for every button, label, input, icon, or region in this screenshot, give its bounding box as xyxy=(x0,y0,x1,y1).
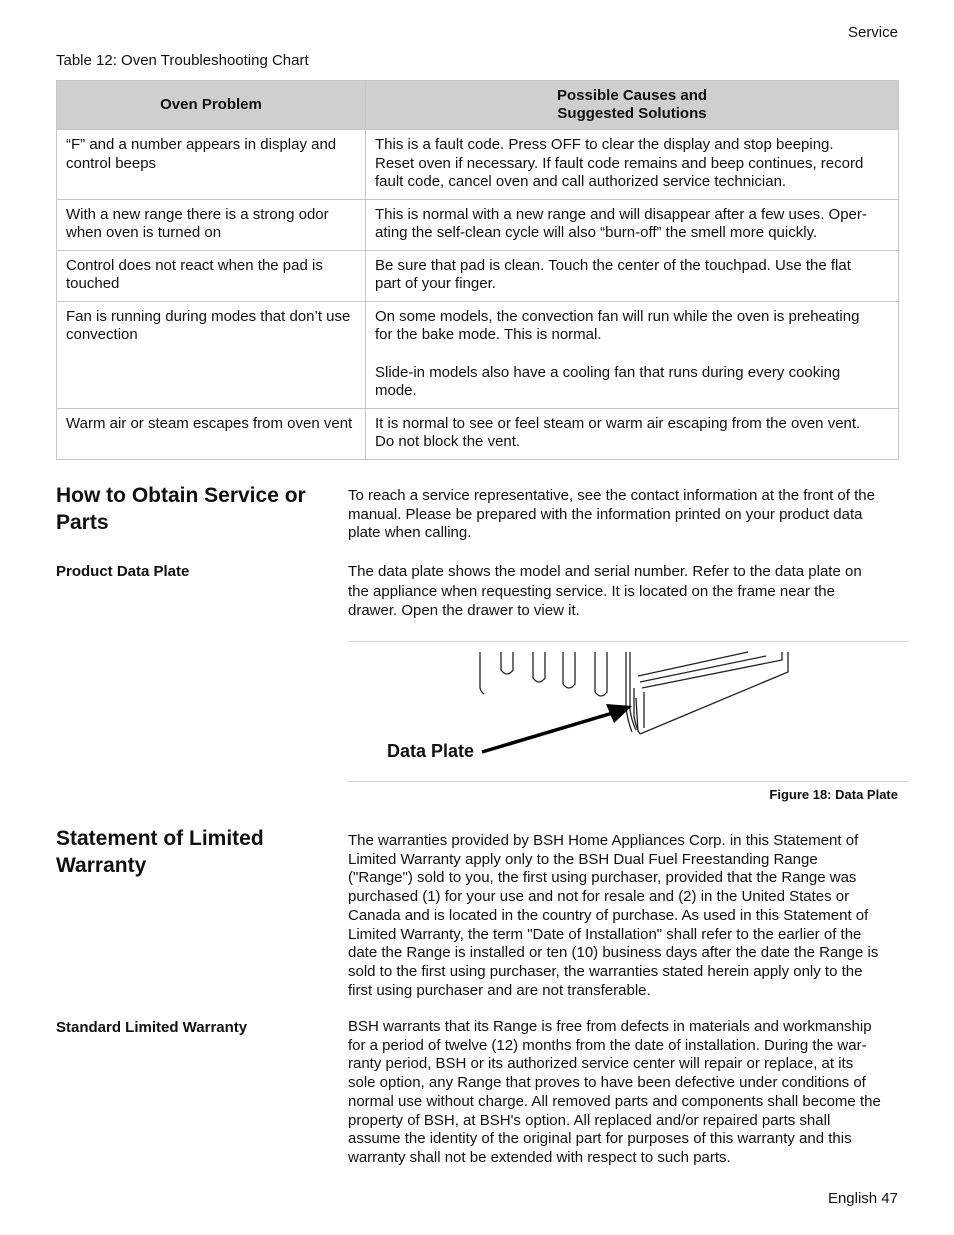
table-row xyxy=(57,199,899,250)
pointer-arrow-shaft xyxy=(482,712,616,752)
drawer-edge xyxy=(640,652,788,734)
text-line: property of BSH, at BSH's option. All replaced and/or repaired parts shall xyxy=(348,1111,831,1129)
service-heading-line: Parts xyxy=(56,511,109,534)
solution-cell xyxy=(366,301,899,408)
warranty-heading xyxy=(56,825,331,879)
header-section-label: Service xyxy=(847,24,898,41)
frame-edge xyxy=(630,652,636,730)
solution-line: for the bake mode. This is normal. xyxy=(375,326,602,343)
text-line: drawer. Open the drawer to view it. xyxy=(348,602,580,619)
drawer-edge xyxy=(640,656,766,682)
paragraph-gap xyxy=(375,345,889,364)
solution-line: Be sure that pad is clean. Touch the center of the touchpad. Use the flat xyxy=(375,256,851,274)
service-intro-paragraph xyxy=(348,487,900,543)
header-causes-solutions xyxy=(366,81,899,130)
vent-slot xyxy=(533,652,545,682)
text-line: ("Range") sold to you, the first using purchaser, provided that the Range was xyxy=(348,869,857,887)
header-solutions-line: Suggested Solutions xyxy=(557,105,707,122)
warranty-intro-paragraph xyxy=(348,832,900,1000)
text-line: the appliance when requesting service. It is located on the frame near the xyxy=(348,582,835,600)
text-line: sole option, any Range that proves to have been defective under conditions of xyxy=(348,1074,866,1092)
solution-cell xyxy=(366,408,899,459)
text-line: for a period of twelve (12) months from the date of installation. During the war- xyxy=(348,1036,867,1054)
solution-cell xyxy=(366,250,899,301)
text-line: Limited Warranty, the term "Date of Installation" shall refer to the earlier of the xyxy=(348,925,862,943)
text-line: sold to the first using purchaser, the warranties stated herein apply only to the xyxy=(348,962,863,980)
header-oven-problem: Oven Problem xyxy=(57,81,366,130)
text-line: plate when calling. xyxy=(348,524,472,542)
solution-line: Slide-in models also have a cooling fan that runs during every cooking xyxy=(375,363,841,381)
problem-cell: Control does not react when the pad is touched xyxy=(57,250,366,301)
standard-warranty-paragraph xyxy=(348,1018,900,1168)
data-plate-paragraph xyxy=(348,562,900,621)
figure-top-rule xyxy=(348,641,909,642)
text-line: BSH warrants that its Range is free from defects in materials and workmanship xyxy=(348,1018,872,1035)
text-line: The data plate shows the model and serial number. Refer to the data plate on xyxy=(348,563,862,580)
figure-caption: Figure 18: Data Plate xyxy=(769,787,898,802)
text-line: Canada and is located in the country of purchase. As used in this Statement of xyxy=(348,906,869,924)
service-heading xyxy=(56,482,331,536)
service-heading-line: How to Obtain Service or xyxy=(56,484,306,507)
problem-cell: “F” and a number appears in display and control beeps xyxy=(57,130,366,200)
header-solutions-line: Possible Causes and xyxy=(556,86,708,104)
solution-line: This is normal with a new range and will disappear after a few uses. Oper- xyxy=(375,205,867,223)
table-caption: Table 12: Oven Troubleshooting Chart xyxy=(56,52,309,69)
data-plate-label: Data Plate xyxy=(387,741,475,761)
text-line: first using purchaser and are not transferable. xyxy=(348,981,651,999)
drawer-edge xyxy=(638,652,748,676)
table-row xyxy=(57,301,899,408)
solution-line: Reset oven if necessary. If fault code remains and beep continues, record xyxy=(375,154,864,172)
solution-line: It is normal to see or feel steam or warm air escaping from the oven vent. xyxy=(375,414,861,432)
range-body-edge xyxy=(480,652,484,694)
text-line: assume the identity of the original part for purposes of this warranty and this xyxy=(348,1130,852,1148)
vent-slot xyxy=(501,652,513,674)
solution-cell xyxy=(366,199,899,250)
warranty-heading-line: Warranty xyxy=(56,854,147,877)
solution-line: fault code, cancel oven and call authorized service technician. xyxy=(375,173,787,190)
text-line: ranty period, BSH or its authorized service center will repair or replace, at its xyxy=(348,1055,854,1073)
table-row xyxy=(57,408,899,459)
problem-cell: Fan is running during modes that don’t use convection xyxy=(57,301,366,408)
text-line: To reach a service representative, see the contact information at the front of the xyxy=(348,487,875,504)
page-number: English 47 xyxy=(827,1190,898,1207)
table-row xyxy=(57,250,899,301)
solution-line: On some models, the convection fan will run while the oven is preheating xyxy=(375,307,860,325)
warranty-heading-line: Statement of Limited xyxy=(56,827,264,850)
solution-line: mode. xyxy=(375,382,417,399)
solution-cell xyxy=(366,130,899,200)
table-row xyxy=(57,130,899,200)
text-line: warranty shall not be extended with respect to such parts. xyxy=(348,1148,731,1166)
text-line: The warranties provided by BSH Home Appliances Corp. in this Statement of xyxy=(348,832,859,849)
text-line: normal use without charge. All removed parts and components shall become the xyxy=(348,1092,881,1110)
solution-line: This is a fault code. Press OFF to clear the display and stop beeping. xyxy=(375,136,834,153)
figure-bottom-rule xyxy=(348,781,909,782)
product-data-plate-subheading: Product Data Plate xyxy=(56,563,190,580)
problem-cell: With a new range there is a strong odor when oven is turned on xyxy=(57,199,366,250)
text-line: manual. Please be prepared with the information printed on your product data xyxy=(348,505,863,523)
text-line: purchased (1) for your use and not for resale and (2) in the United States or xyxy=(348,888,850,906)
table-header-row xyxy=(57,81,899,130)
frame-edge xyxy=(626,652,632,732)
vent-slot xyxy=(595,652,607,696)
solution-line: ating the self-clean cycle will also “burn-off” the smell more quickly. xyxy=(375,224,818,241)
solution-line: part of your finger. xyxy=(375,275,496,292)
text-line: date the Range is installed or ten (10) business days after the date the Range is xyxy=(348,944,879,962)
text-line: Limited Warranty apply only to the BSH Dual Fuel Freestanding Range xyxy=(348,850,818,868)
solution-line: Do not block the vent. xyxy=(375,433,521,450)
vent-slot xyxy=(563,652,575,688)
standard-warranty-subheading: Standard Limited Warranty xyxy=(56,1019,248,1036)
problem-cell: Warm air or steam escapes from oven vent xyxy=(57,408,366,459)
troubleshooting-table xyxy=(56,80,899,460)
